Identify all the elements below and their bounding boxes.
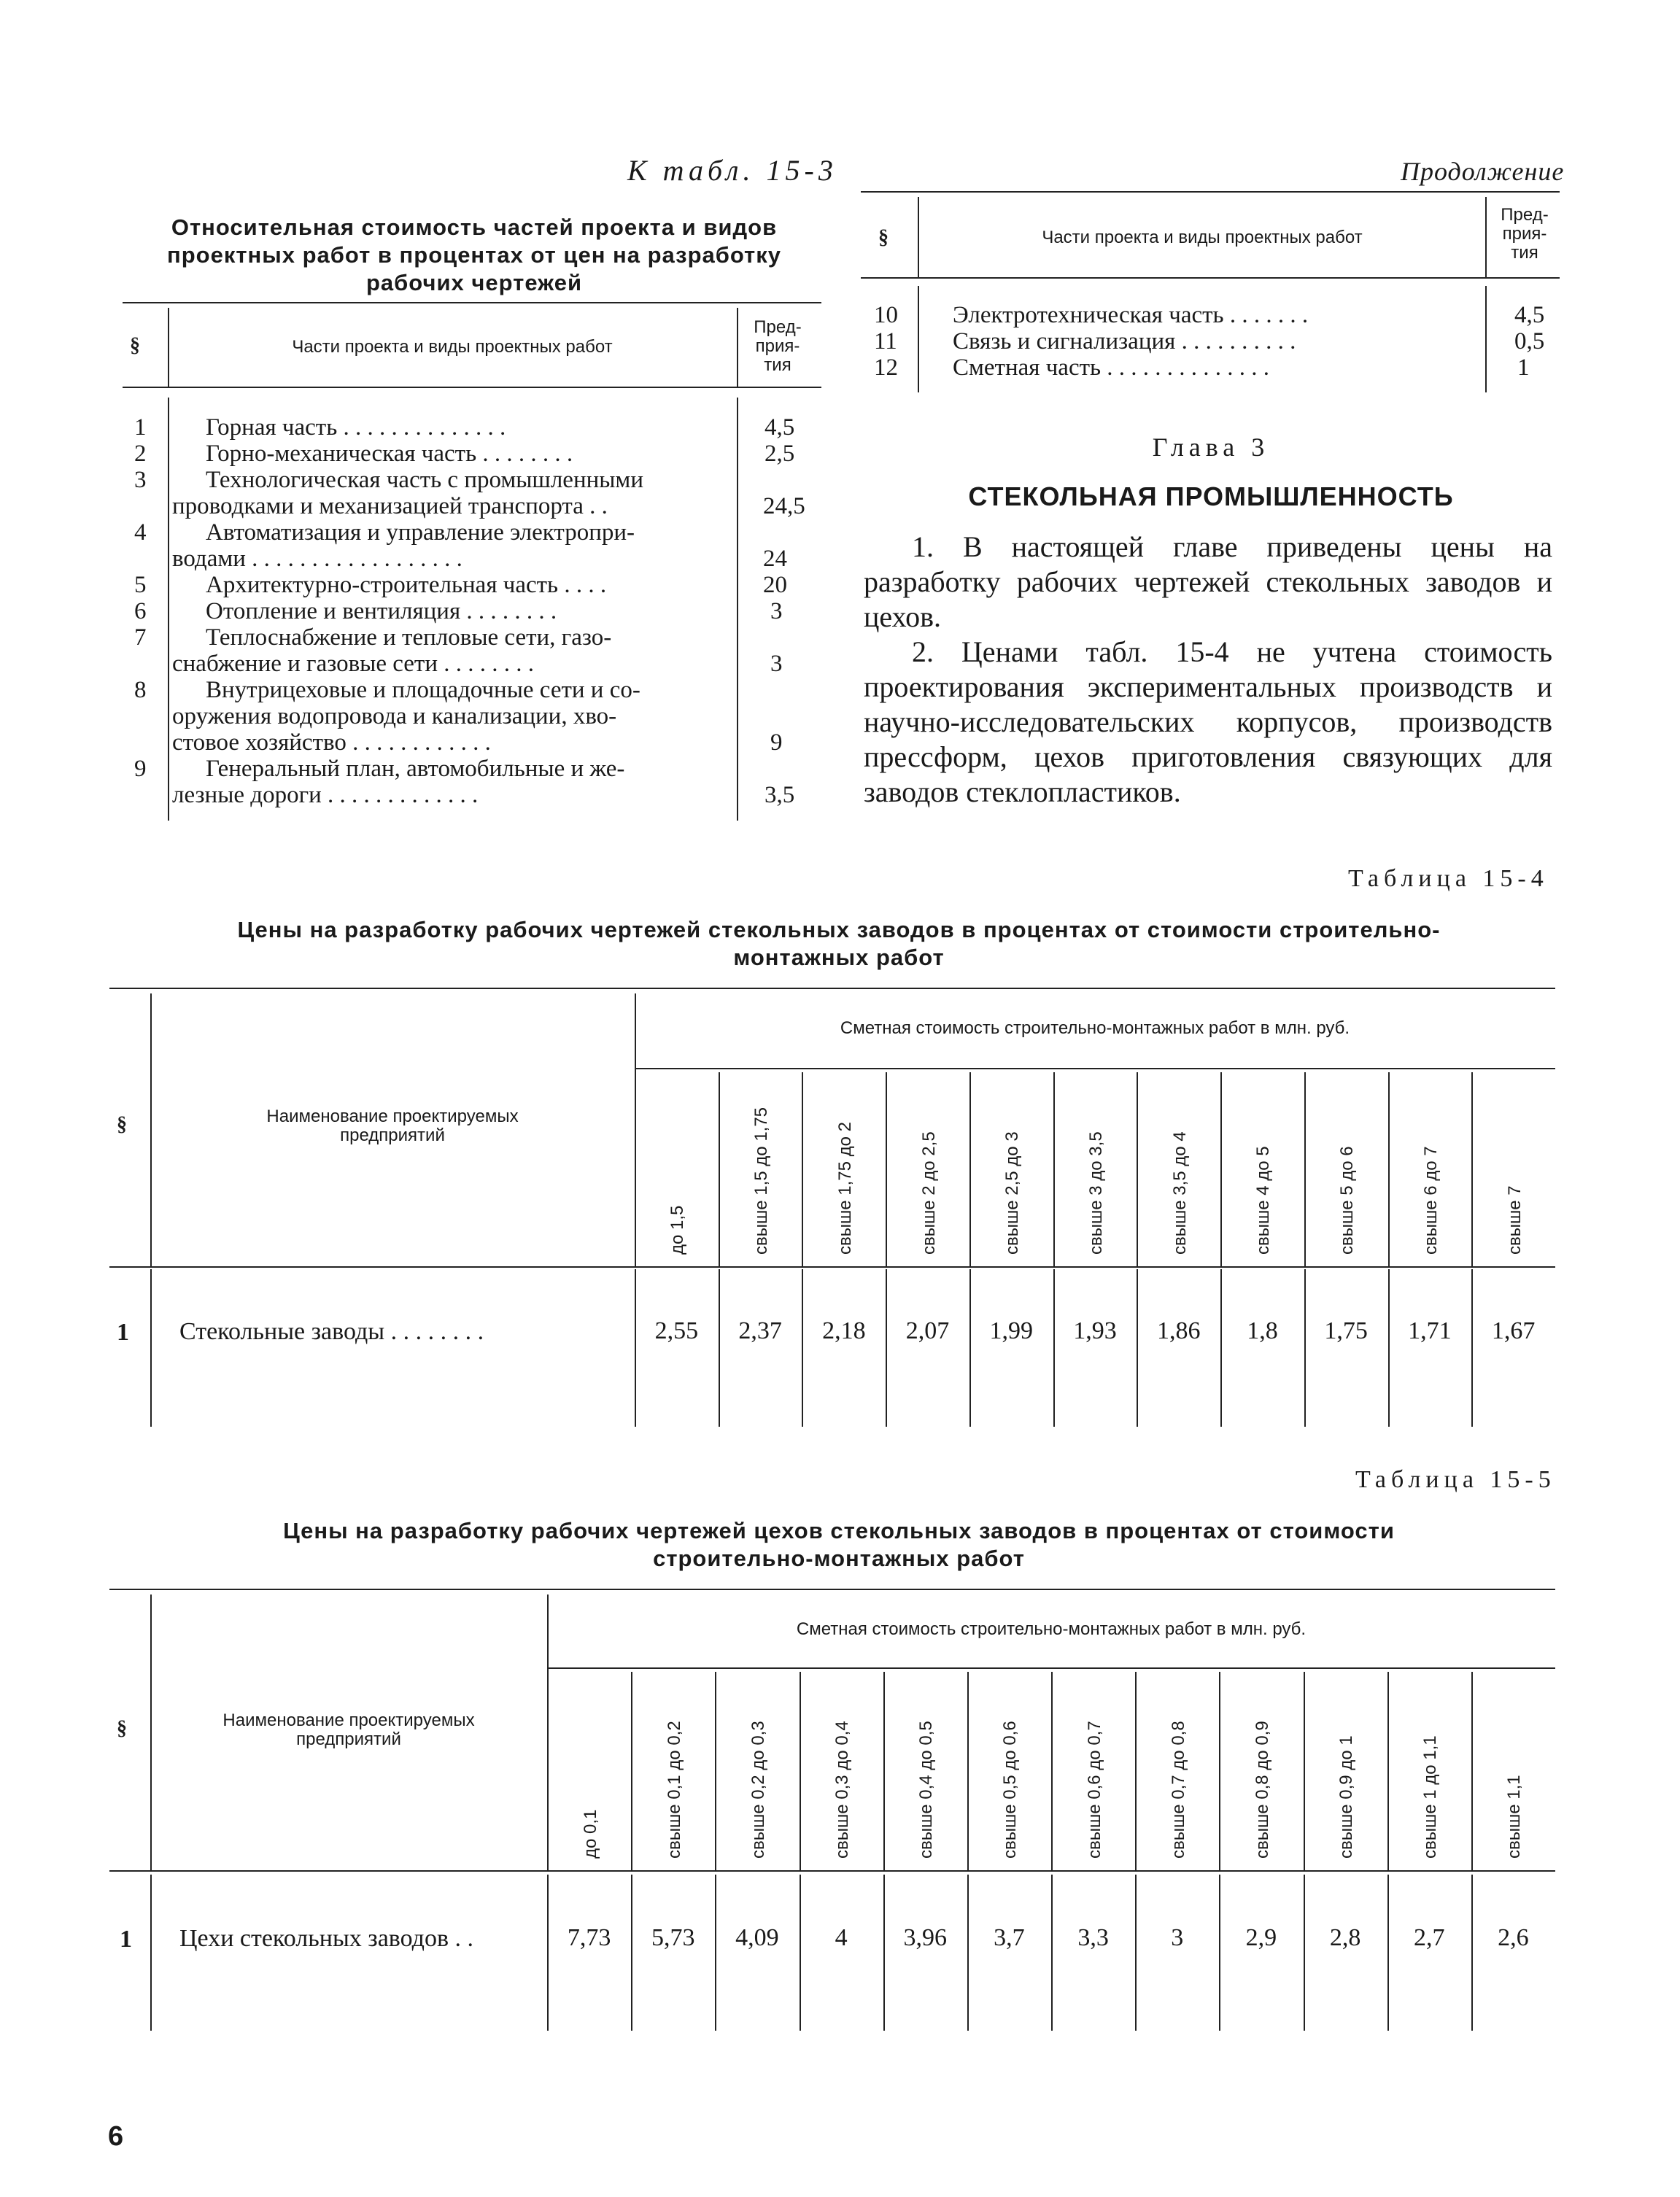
table5-col-divider [967,1672,969,1870]
table4-cell-value: 1,67 [1491,1317,1536,1344]
row-num: 5 [134,572,147,598]
table5-col-header: свыше 0,7 до 0,8 [1168,1721,1188,1859]
table5-col-header: свыше 0,9 до 1 [1336,1735,1357,1859]
row-label: Горная часть . . . . . . . . . . . . . . [206,414,506,441]
left-table-ref: К табл. 15-3 [627,154,837,187]
row-label: Архитектурно-строительная часть . . . . [206,572,607,598]
table4-cell-value: 1,71 [1408,1317,1452,1344]
row-num: 7 [134,624,147,651]
left-table-col-num: § [130,334,140,357]
table5-col-divider [1304,1672,1305,1870]
header-line: Наименование проектируемых [222,1710,475,1730]
table5-col-header: до 0,1 [580,1809,600,1859]
table5-col-divider [1471,1672,1473,1870]
table5-col-divider [1219,1672,1220,1870]
table4-col-header: свыше 7 [1504,1185,1525,1255]
row-value: 1 [1517,354,1530,381]
table5-row-name: Цехи стекольных заводов . . [179,1925,474,1952]
table5-col-header: свыше 0,5 до 0,6 [1000,1721,1021,1859]
table5-col-divider [1387,1875,1389,2031]
chapter-label: Глава 3 [1152,433,1270,462]
table4-col-header: свыше 5 до 6 [1337,1146,1358,1255]
left-table-title-line: Относительная стоимость частей проекта и видов [171,214,778,240]
table5-col-divider [1051,1875,1053,2031]
row-label: Автоматизация и управление электропри- [206,519,635,546]
row-num: 3 [134,467,147,493]
table4-col-header: до 1,5 [667,1205,688,1255]
table5-col-divider [967,1875,969,2031]
table5-col-divider [1135,1875,1137,2031]
table5-col-header: свыше 0,8 до 0,9 [1252,1721,1272,1859]
table5-col-num: § [117,1717,127,1740]
table4-col-num: § [117,1113,127,1136]
header-line: прия- [1502,224,1547,244]
row-label: Внутрицеховые и площадочные сети и со- [206,677,640,703]
table5-col-header: свыше 0,4 до 0,5 [916,1721,937,1859]
right-table-col-name: Части проекта и виды проектных работ [1042,228,1363,247]
row-label: снабжение и газовые сети . . . . . . . . [172,651,535,677]
table5-cell-value: 5,73 [651,1924,695,1951]
table5-cell-value: 2,7 [1413,1924,1445,1951]
row-label: Отопление и вентиляция . . . . . . . . [206,598,557,624]
table5-col-divider [800,1875,801,2031]
row-value: 20 [763,572,787,598]
table4-col-header: свыше 1,75 до 2 [835,1121,855,1255]
left-table-title-line: проектных работ в процентах от цен на разработку [167,242,781,268]
row-value: 9 [770,729,783,756]
table5-title-line: строительно-монтажных работ [653,1546,1025,1571]
row-label: Электротехническая часть . . . . . . . [953,302,1309,328]
row-num: 6 [134,598,147,624]
table5-cell-value: 7,73 [567,1924,611,1951]
row-value: 3,5 [764,782,795,808]
table5-col-name [153,1711,544,1749]
table5-col-header: свыше 0,2 до 0,3 [748,1721,768,1859]
table5-divider [150,1875,152,2031]
table5-col-divider [1135,1672,1137,1870]
table5-divider [150,1595,152,1870]
table5-cell-value: 4,09 [735,1924,779,1951]
table5-col-divider [715,1875,716,2031]
row-value: 24,5 [763,493,805,519]
table4-title-line: монтажных работ [733,945,945,970]
table5-col-divider [883,1672,885,1870]
table4-cell-value: 1,86 [1156,1317,1201,1344]
row-num: 11 [874,328,897,354]
table4-group-header: Сметная стоимость строительно-монтажных работ в млн. руб. [840,1018,1350,1038]
table4-col-header: свыше 2 до 2,5 [918,1131,939,1255]
table5-col-divider [1387,1672,1389,1870]
header-line: предприятий [340,1125,445,1145]
table5-cell-value: 3,3 [1077,1924,1109,1951]
table5-col-divider [631,1875,632,2031]
table5-group-rule [547,1667,1555,1669]
table5-row-num: 1 [120,1926,132,1953]
row-num: 8 [134,677,147,703]
table4-cell-value: 1,75 [1324,1317,1368,1344]
row-label: стовое хозяйство . . . . . . . . . . . . [172,729,491,756]
table4-title-line: Цены на разработку рабочих чертежей стекольных заводов в процентах от стоимости строительно- [237,917,1441,942]
header-line: предприятий [296,1729,401,1749]
table4-col-header: свыше 4 до 5 [1253,1146,1274,1255]
row-value: 4,5 [1514,302,1545,328]
left-table-col-name: Части проекта и виды проектных работ [292,337,613,357]
table5-col-divider [1051,1672,1053,1870]
row-label: Сметная часть . . . . . . . . . . . . . . [953,354,1270,381]
table5-title-line: Цены на разработку рабочих чертежей цехов стекольных заводов в процентах от стоимости [283,1518,1395,1543]
row-num: 9 [134,756,147,782]
table5-col-divider [715,1672,716,1870]
table4-cell-value: 1,93 [1073,1317,1117,1344]
row-label: водами . . . . . . . . . . . . . . . . . . [172,546,462,572]
table5-col-header: свыше 1 до 1,1 [1420,1735,1441,1859]
table5-header-rule [109,1870,1555,1872]
table4-label: Таблица 15-4 [1348,865,1549,892]
header-line: прия- [755,336,800,356]
table5-top-rule [109,1589,1555,1590]
table5-cell-value: 2,9 [1245,1924,1277,1951]
table5-col-divider [800,1672,801,1870]
header-line: Пред- [754,317,802,337]
table4-row-name: Стекольные заводы . . . . . . . . [179,1318,484,1345]
chapter-title: СТЕКОЛЬНАЯ ПРОМЫШЛЕННОСТЬ [968,481,1454,511]
continuation-label: Продолжение [1401,157,1565,186]
row-value: 3 [770,598,783,624]
table5-col-divider [1471,1875,1473,2031]
row-value: 0,5 [1514,328,1545,354]
left-table-title-line: рабочих чертежей [365,270,583,295]
table5-cell-value: 2,8 [1329,1924,1361,1951]
table5-col-header: свыше 0,3 до 0,4 [832,1721,853,1859]
row-num: 10 [874,302,898,328]
row-label: Технологическая часть с промышленными [206,467,643,493]
table5-cell-value: 3 [1171,1924,1184,1951]
table5-col-divider [1219,1875,1220,2031]
row-value: 4,5 [764,414,795,441]
row-label: Генеральный план, автомобильные и же- [206,756,625,782]
table5-col-divider [883,1875,885,2031]
row-label: лезные дороги . . . . . . . . . . . . . [172,782,479,808]
header-line: Наименование проектируемых [266,1107,519,1126]
table5-col-divider [631,1672,632,1870]
table4-cell-value: 2,37 [738,1317,782,1344]
table4-cell-value: 2,07 [905,1317,950,1344]
header-line: Пред- [1501,205,1549,225]
row-value: 24 [763,546,787,572]
row-label: Теплоснабжение и тепловые сети, газо- [206,624,612,651]
table4-col-header: свыше 3,5 до 4 [1169,1131,1190,1255]
table5-col-header: свыше 0,6 до 0,7 [1084,1721,1104,1859]
table4-cell-value: 2,18 [822,1317,866,1344]
row-value: 2,5 [764,441,795,467]
header-line: тия [1511,243,1538,263]
row-label: Связь и сигнализация . . . . . . . . . . [953,328,1296,354]
page-number: 6 [108,2121,124,2152]
row-num: 2 [134,441,147,467]
table4-cell-value: 2,55 [654,1317,699,1344]
table5-cell-value: 4 [835,1924,848,1951]
table4-cell-value: 1,8 [1247,1317,1278,1344]
table4-col-header: свыше 1,5 до 1,75 [751,1107,772,1255]
row-label: проводками и механизацией транспорта . . [172,493,608,519]
row-label: Горно-механическая часть . . . . . . . . [206,441,573,467]
row-num: 1 [134,414,147,441]
table4-cell-value: 1,99 [989,1317,1034,1344]
table5-divider [547,1875,549,2031]
table5-col-header: свыше 1,1 [1504,1775,1525,1859]
header-line: тия [764,355,791,375]
row-value: 3 [770,651,783,677]
table4-col-header: свыше 6 до 7 [1420,1146,1441,1255]
table5-divider [547,1595,549,1870]
table4-col-header: свыше 3 до 3,5 [1086,1131,1106,1255]
table4-row-num: 1 [117,1319,129,1346]
chapter-paragraph-2: 2. Ценами табл. 15-4 не учтена стоимость проектирования экспериментальных производств и научно-исследовательских корпусов, производств прессформ, цехов приготовления связующих для заводов стеклопластиков. [864,635,1552,808]
row-label: оружения водопровода и канализации, хво- [172,703,617,729]
chapter-paragraph-1: 1. В настоящей главе приведены цены на разработку рабочих чертежей стекольных заводов и цехов. [864,530,1552,633]
table5-cell-value: 3,96 [903,1924,947,1951]
table5-cell-value: 2,6 [1498,1924,1529,1951]
table5-col-header: свыше 0,1 до 0,2 [664,1721,684,1859]
row-num: 4 [134,519,147,546]
table5-col-divider [1304,1875,1305,2031]
table4-col-header: свыше 2,5 до 3 [1002,1131,1023,1255]
table5-group-header: Сметная стоимость строительно-монтажных работ в млн. руб. [796,1619,1307,1639]
right-table-col-num: § [878,226,889,249]
row-num: 12 [874,354,898,381]
table5-cell-value: 3,7 [994,1924,1025,1951]
table5-label: Таблица 15-5 [1355,1466,1556,1493]
